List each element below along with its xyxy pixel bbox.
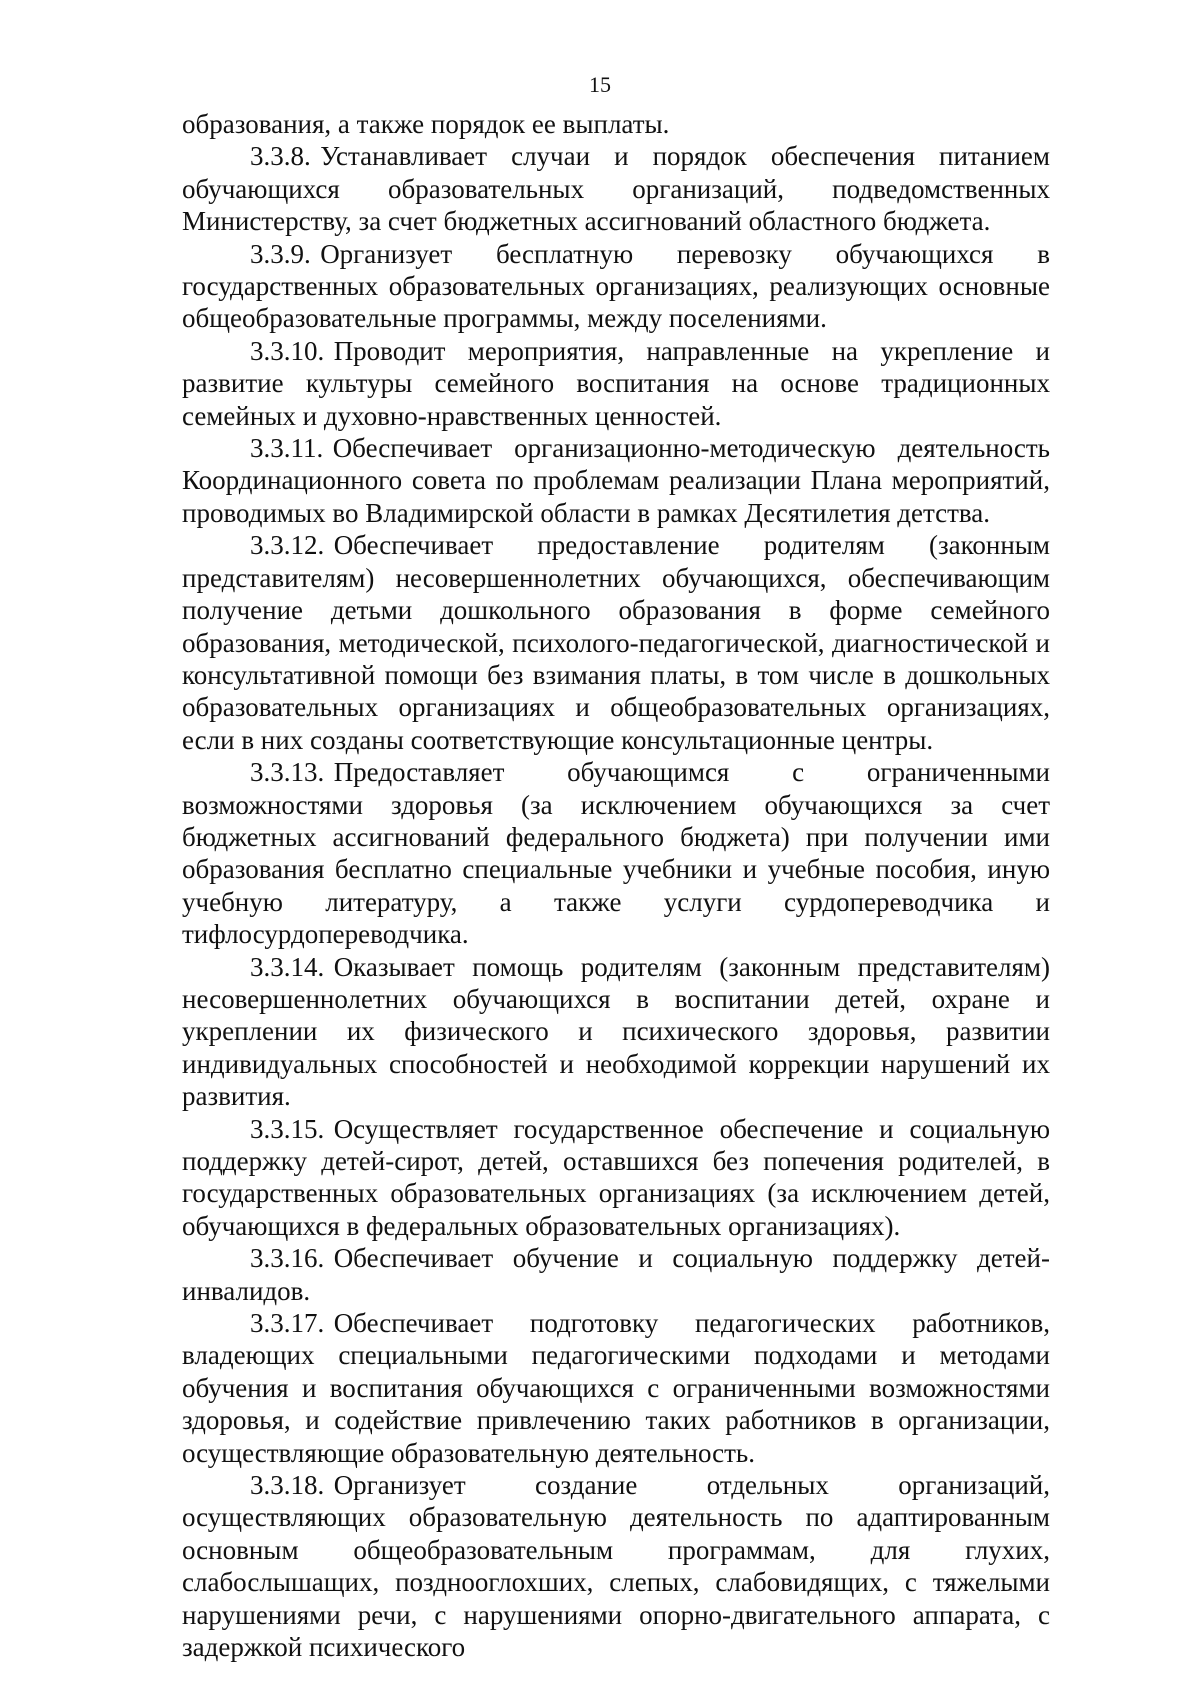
paragraph-3-3-10 <box>182 335 1050 432</box>
paragraph-number: 3.3.10. <box>250 335 325 366</box>
paragraph-number: 3.3.15. <box>250 1113 325 1144</box>
paragraph-number: 3.3.17. <box>250 1308 325 1339</box>
paragraph-number: 3.3.18. <box>250 1470 325 1501</box>
lead-continuation: образования, а также порядок ее выплаты. <box>182 109 670 139</box>
paragraph-3-3-9 <box>182 238 1050 335</box>
paragraph-3-3-17 <box>182 1307 1050 1469</box>
paragraph-3-3-16 <box>182 1242 1050 1307</box>
paragraph-3-3-15 <box>182 1113 1050 1243</box>
paragraph-number: 3.3.9. <box>250 238 311 269</box>
paragraph-3-3-18 <box>182 1469 1050 1663</box>
paragraph-3-3-13 <box>182 756 1050 950</box>
paragraph-text: Устанавливает случаи и порядок обеспечения питанием обучающихся образовательных организаций, подведомственных Министерству, за счет бюджетных ассигнований областного бюджета. <box>182 141 1050 237</box>
paragraph-3-3-12 <box>182 529 1050 756</box>
page-number: 15 <box>589 72 611 97</box>
paragraph-text: Проводит мероприятия, направленные на укрепление и развитие культуры семейного воспитания на основе традиционных семейных и духовно-нравственных ценностей. <box>182 335 1050 431</box>
paragraph-3-3-14 <box>182 951 1050 1113</box>
paragraph-number: 3.3.16. <box>250 1243 325 1274</box>
paragraph-text: Оказывает помощь родителям (законным представителям) несовершеннолетних обучающихся в воспитании детей, охране и укреплении их физического и психического здоровья, развитии индивидуальных способностей и необходимой коррекции нарушений их развития. <box>182 951 1050 1112</box>
paragraph-text: Обеспечивает обучение и социальную поддержку детей-инвалидов. <box>182 1243 1050 1306</box>
paragraph-text: Обеспечивает предоставление родителям (законным представителям) несовершеннолетних обучающихся, обеспечивающим получение детьми дошкольного образования в форме семейного образования, методической, психолого-педагогической, диагностической и консультативной помощи без взимания платы, в том числе в дошкольных образовательных организациях и общеобразовательных организациях, если в них созданы соответствующие консультационные центры. <box>182 530 1050 755</box>
paragraph-text: Обеспечивает организационно-методическую деятельность Координационного совета по проблемам реализации Плана мероприятий, проводимых во Владимирской области в рамках Десятилетия детства. <box>182 433 1050 528</box>
document-body <box>182 108 1050 1664</box>
paragraph-number: 3.3.8. <box>250 141 311 172</box>
paragraph-3-3-11 <box>182 432 1050 529</box>
paragraph-number: 3.3.14. <box>250 951 325 982</box>
paragraph-text: Предоставляет обучающимся с ограниченными возможностями здоровья (за исключением обучающихся за счет бюджетных ассигнований федерального бюджета) при получении ими образования бесплатно специальные учебники и учебные пособия, иную учебную литературу, а также услуги сурдопереводчика и тифлосурдопереводчика. <box>182 757 1050 950</box>
paragraph-text: Обеспечивает подготовку педагогических работников, владеющих специальными педагогическими подходами и методами обучения и воспитания обучающихся с ограниченными возможностями здоровья, и содействие привлечению таких работников в организации, осуществляющие образовательную деятельность. <box>182 1308 1050 1468</box>
paragraph-text: Организует создание отдельных организаций, осуществляющих образовательную деятельность по адаптированным основным общеобразовательным программам, для глухих, слабослышащих, позднооглохших, слепых, слабовидящих, с тяжелыми нарушениями речи, с нарушениями опорно-двигательного аппарата, с задержкой психического <box>182 1470 1050 1663</box>
paragraph-number: 3.3.12. <box>250 530 325 561</box>
paragraph-text: Организует бесплатную перевозку обучающихся в государственных образовательных организациях, реализующих основные общеобразовательные программы, между поселениями. <box>182 238 1050 334</box>
paragraph-3-3-8 <box>182 140 1050 237</box>
paragraph-number: 3.3.13. <box>250 757 325 788</box>
paragraph-text: Осуществляет государственное обеспечение и социальную поддержку детей-сирот, детей, оставшихся без попечения родителей, в государственных образовательных организациях (за исключением детей, обучающихся в федеральных образовательных организациях). <box>182 1113 1050 1241</box>
paragraph-number: 3.3.11. <box>250 433 324 464</box>
